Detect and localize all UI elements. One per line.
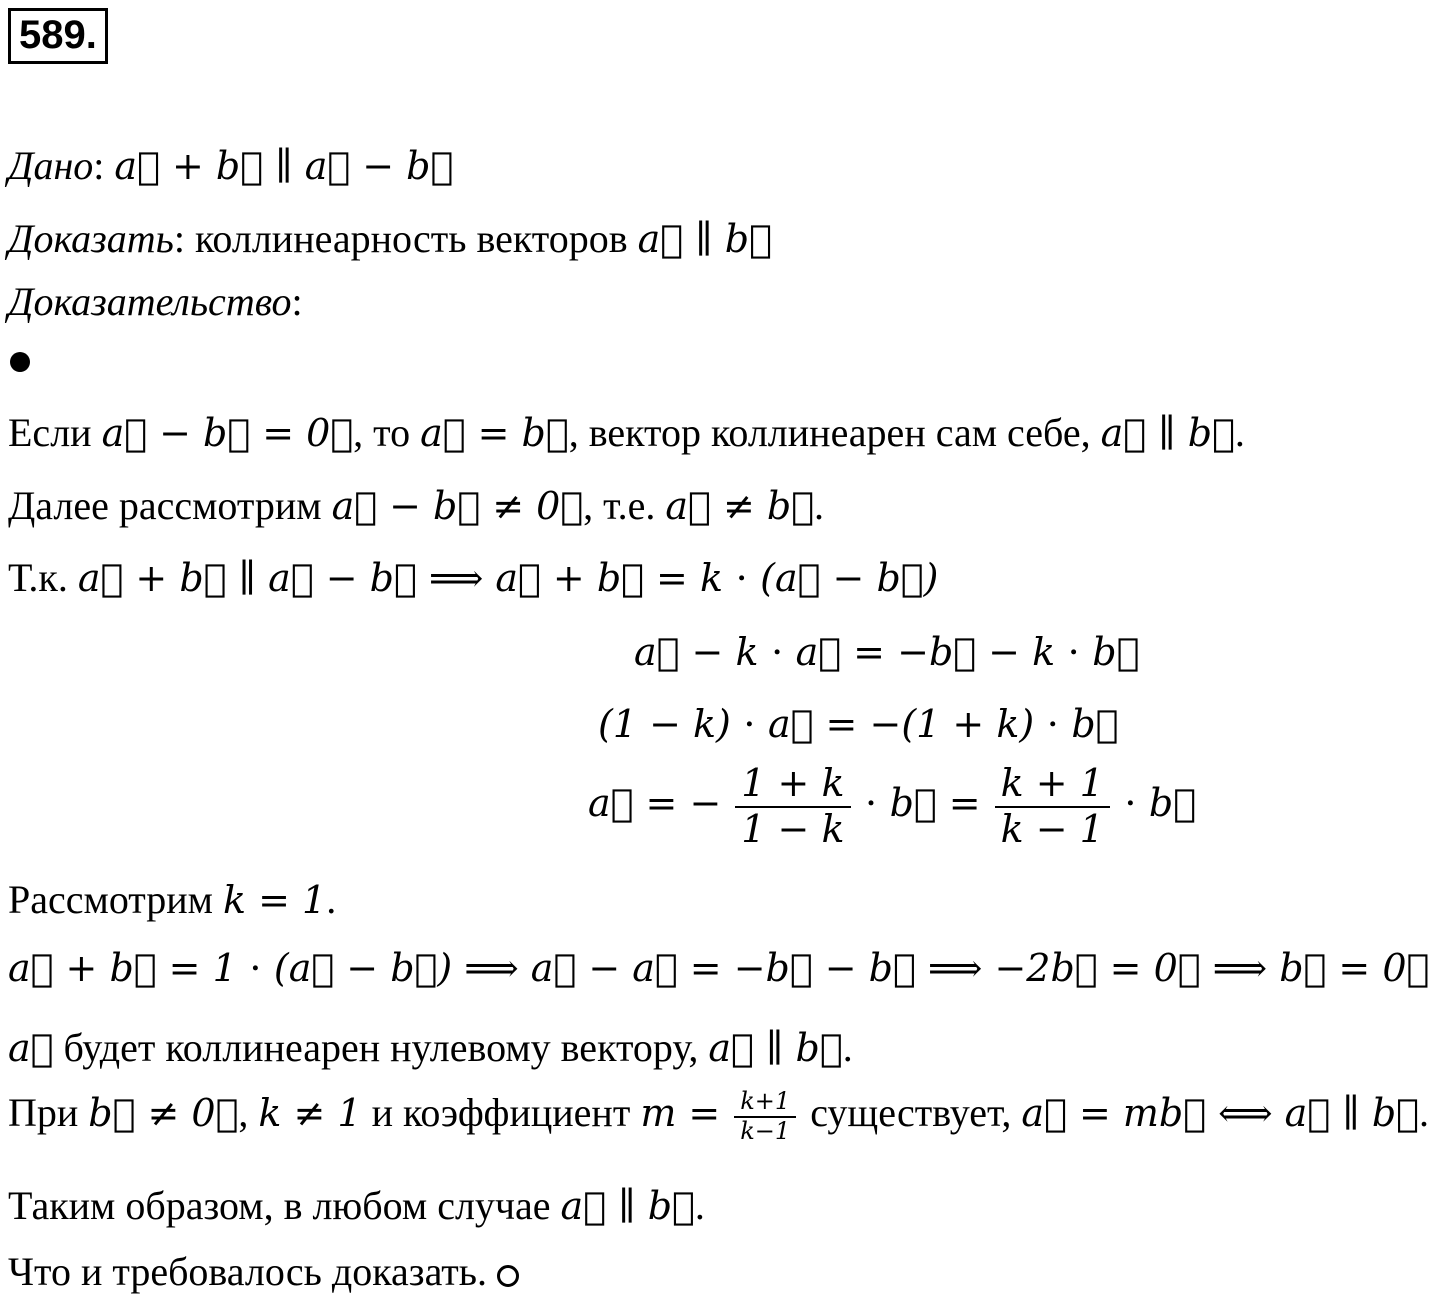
prove-label: Доказать xyxy=(8,216,174,261)
l2-end: . xyxy=(814,483,824,528)
l1-end: . xyxy=(1234,410,1245,455)
l7-math-3: m = xyxy=(640,1090,721,1135)
l1-text-3: , вектор коллинеарен сам себе, xyxy=(568,410,1091,455)
eq2-math: (1 − k) ⋅ a⃗ = −(1 + k) ⋅ b⃗ xyxy=(598,702,1119,746)
l1-math-2: a⃗ = b⃗ xyxy=(420,411,569,455)
l7-text-2: , xyxy=(238,1089,249,1135)
equation-2 xyxy=(598,704,1118,744)
l9-text: Что и требовалось доказать. xyxy=(8,1249,488,1294)
l8-math-1: a⃗ ∥ b⃗ xyxy=(560,1184,695,1228)
l6-text-1: будет коллинеарен нулевому вектору, xyxy=(53,1025,699,1070)
l4-math-1: k = 1 xyxy=(222,878,327,922)
l6-math-2: a⃗ ∥ b⃗ xyxy=(708,1026,843,1070)
l3-math-1: a⃗ + b⃗ ∥ a⃗ − b⃗ ⟹ a⃗ + b⃗ = k ⋅ (a⃗ − b⃗) xyxy=(77,556,939,600)
given-label: Дано xyxy=(8,143,94,188)
l8-end: . xyxy=(694,1183,705,1228)
proof-line-6 xyxy=(8,1025,853,1070)
proof-line-3 xyxy=(8,555,939,600)
proof-label: Доказательство xyxy=(8,279,292,324)
proof-line xyxy=(8,279,303,324)
l1-prefix: Если xyxy=(8,410,92,455)
l6-math-1: a⃗ xyxy=(8,1026,54,1070)
bullet-icon xyxy=(10,352,30,372)
eq3-f2-numerator: k + 1 xyxy=(1000,761,1104,805)
l5-math-1: a⃗ + b⃗ = 1 ⋅ (a⃗ − b⃗) ⟹ a⃗ − a⃗ = −b⃗ − b⃗ ⟹ −2b⃗ = 0⃗ ⟹ b⃗ = 0⃗ xyxy=(8,946,1429,990)
l7-fraction xyxy=(734,1088,796,1145)
l3-prefix: Т.к. xyxy=(8,555,68,600)
l4-prefix: Рассмотрим xyxy=(8,877,213,922)
proof-line-4 xyxy=(8,877,337,922)
prove-colon: : xyxy=(173,216,185,261)
proof-line-2 xyxy=(8,483,824,528)
l1-math-3: a⃗ ∥ b⃗ xyxy=(1100,411,1235,455)
equation-1 xyxy=(634,632,1139,672)
l2-math-2: a⃗ ≠ b⃗ xyxy=(665,484,814,528)
eq3-f1-numerator: 1 + k xyxy=(741,761,845,805)
equation-3 xyxy=(588,762,1196,851)
prove-math: a⃗ ∥ b⃗ xyxy=(637,217,772,261)
problem-number: 589. xyxy=(8,8,108,64)
eq3-f1-denominator: 1 − k xyxy=(741,806,845,851)
l1-math-1: a⃗ − b⃗ = 0⃗ xyxy=(101,411,354,455)
eq3-end: ⋅ b⃗ xyxy=(1123,780,1197,825)
proof-line-9 xyxy=(8,1249,519,1294)
eq3-fraction-2 xyxy=(995,762,1110,851)
l2-text-2: , т.е. xyxy=(583,483,656,528)
l6-end: . xyxy=(842,1025,853,1070)
l2-math-1: a⃗ − b⃗ ≠ 0⃗ xyxy=(331,484,584,528)
l7-text-4: существует, xyxy=(810,1089,1012,1135)
given-colon: : xyxy=(93,143,105,188)
l7-prefix: При xyxy=(8,1089,79,1135)
given-math: a⃗ + b⃗ ∥ a⃗ − b⃗ xyxy=(114,144,454,188)
qed-circle-icon xyxy=(497,1265,519,1287)
proof-line-8 xyxy=(8,1183,705,1228)
l8-prefix: Таким образом, в любом случае xyxy=(8,1183,551,1228)
l7-math-2: k ≠ 1 xyxy=(258,1090,362,1135)
l7-fraction-denominator: k−1 xyxy=(740,1116,791,1145)
proof-line-5 xyxy=(8,948,1429,988)
l7-text-3: и коэффициент xyxy=(371,1089,631,1135)
eq3-mid: ⋅ b⃗ = xyxy=(864,780,981,825)
proof-line-7 xyxy=(8,1088,1429,1145)
l1-text-2: , то xyxy=(353,410,411,455)
prove-text: коллинеарность векторов xyxy=(194,216,628,261)
l2-prefix: Далее рассмотрим xyxy=(8,483,322,528)
l7-math-1: b⃗ ≠ 0⃗ xyxy=(88,1090,239,1135)
eq3-fraction-1 xyxy=(735,762,850,851)
l7-fraction-numerator: k+1 xyxy=(740,1087,791,1115)
l7-math-4: a⃗ = mb⃗ ⟺ a⃗ ∥ b⃗ xyxy=(1021,1090,1419,1135)
proof-line-1 xyxy=(8,410,1245,455)
prove-line xyxy=(8,216,772,261)
given-line xyxy=(8,143,454,188)
eq1-math: a⃗ − k ⋅ a⃗ = −b⃗ − k ⋅ b⃗ xyxy=(634,630,1140,674)
l7-end: . xyxy=(1418,1089,1429,1135)
eq3-f2-denominator: k − 1 xyxy=(1000,806,1104,851)
proof-colon: : xyxy=(291,279,303,324)
l4-end: . xyxy=(326,877,337,922)
eq3-lhs: a⃗ = − xyxy=(588,780,722,825)
